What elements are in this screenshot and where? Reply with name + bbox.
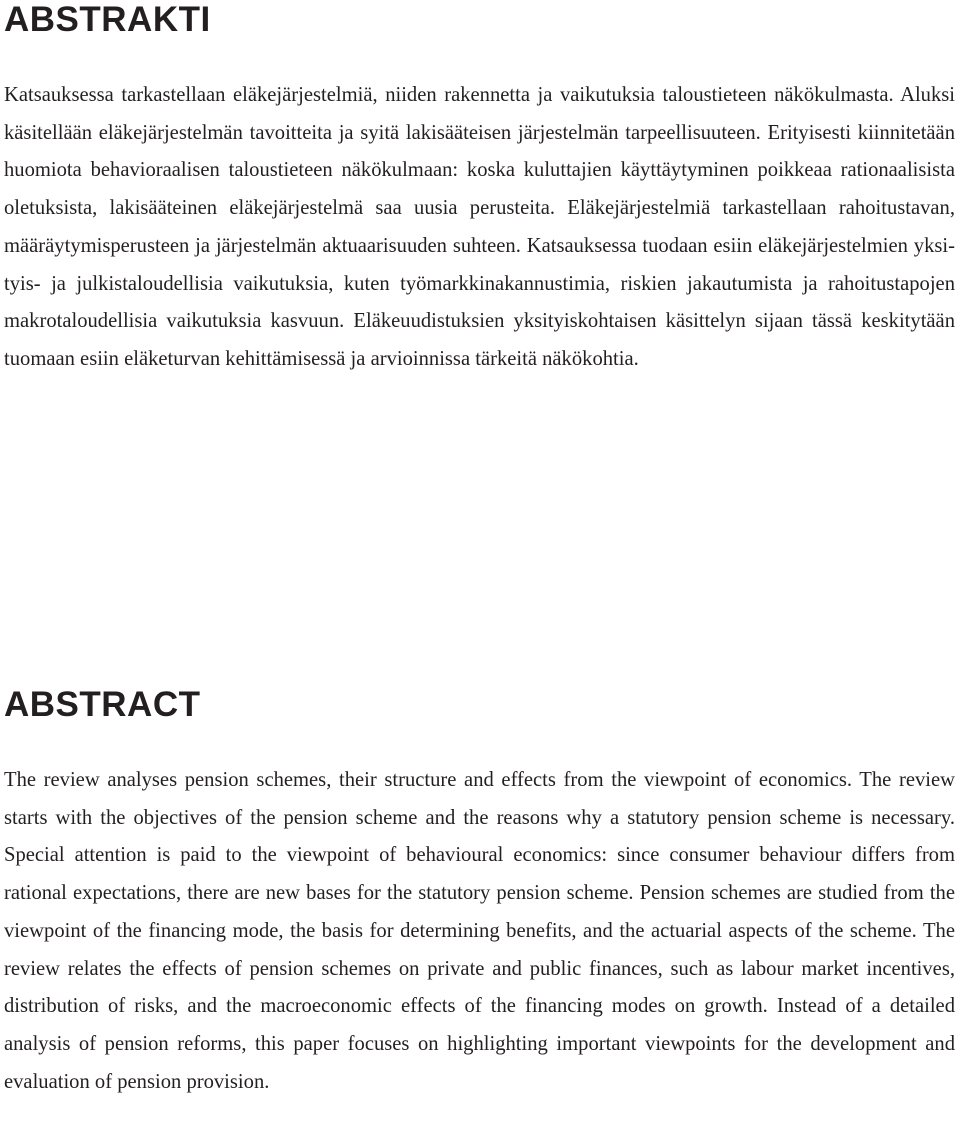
finnish-abstract-paragraph: Katsauksessa tarkastellaan eläkejärjestelmiä, niiden rakennetta ja vaikutuksia taloustieteen näkökulmasta. Aluksi käsitellään eläkejärjestelmän tavoitteita ja syitä lakisääteisen järjestelmän tarpeellisuuteen. Erityisesti kiinnitetään huomiota behavioraalisen taloustieteen näkökulmaan: koska kuluttajien käyttäytyminen poikkeaa rationaalisista oletuksista, lakisääteinen eläkejärjestelmä saa uusia perusteita. Eläkejärjestelmiä tarkastellaan rahoitustavan, määräytymisperusteen ja järjestelmän aktuaarisuuden suhteen. Katsauksessa tuodaan esiin eläkejärjestelmien yksityis- ja julkistaloudellisia vaikutuksia, kuten työmarkkinakannustimia, riskien jakautumista ja rahoitustapojen makrotaloudellisia vaikutuksia kasvuun. Eläkeuudistuksien yksityiskohtaisen käsittelyn sijaan tässä keskitytään tuomaan esiin eläketurvan kehittämisessä ja arvioinnissa tärkeitä näkökohtia. — [4, 84, 955, 370]
english-abstract-paragraph: The review analyses pension schemes, their structure and effects from the viewpoint of economics. The review starts with the objectives of the pension scheme and the reasons why a statutory pension scheme is necessary. Special attention is paid to the viewpoint of behavioural economics: since consumer behaviour differs from rational expectations, there are new bases for the statutory pension scheme. Pension schemes are studied from the viewpoint of the financing mode, the basis for determining benefits, and the actuarial aspects of the scheme. The review relates the effects of pension schemes on private and public finances, such as labour market incentives, distribution of risks, and the macroeconomic effects of the financing modes on growth. Instead of a detailed analysis of pension reforms, this paper focuses on highlighting important viewpoints for the development and evaluation of pension provision. — [4, 769, 955, 1093]
english-abstract-heading: ABSTRACT — [4, 685, 201, 724]
finnish-abstract-heading: ABSTRAKTI — [4, 0, 211, 39]
